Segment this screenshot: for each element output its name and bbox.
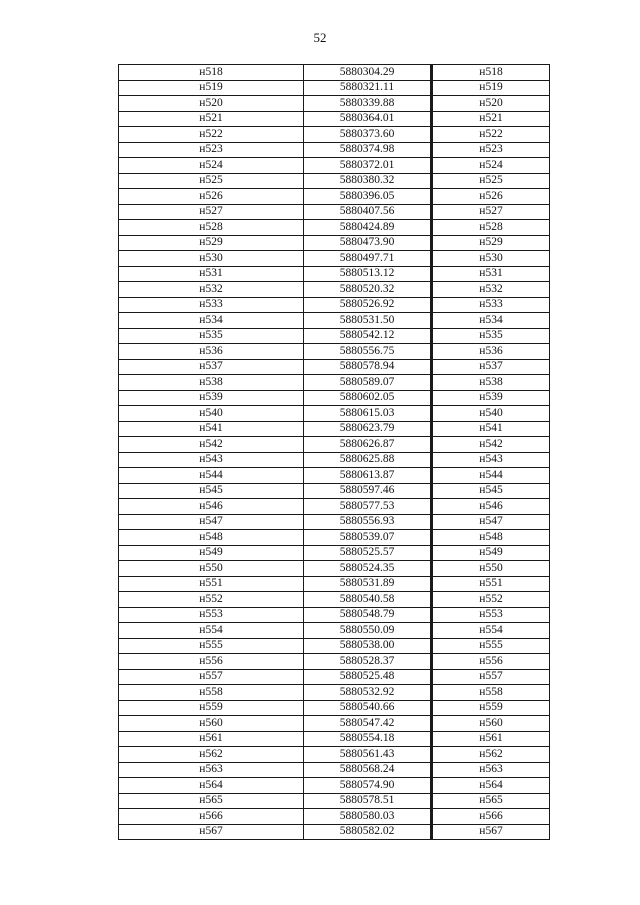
x-coordinate-cell: 5880623.79 (304, 421, 432, 437)
point-id-ref-cell: н531 (432, 266, 550, 282)
x-coordinate-cell: 5880540.66 (304, 700, 432, 716)
x-coordinate-cell: 5880538.00 (304, 638, 432, 654)
point-id-ref-cell: н550 (432, 561, 550, 577)
table-row (119, 344, 550, 360)
x-coordinate-cell: 5880550.09 (304, 623, 432, 639)
table-row (119, 266, 550, 282)
x-coordinate-cell: 5880597.46 (304, 483, 432, 499)
x-coordinate-cell: 5880372.01 (304, 158, 432, 174)
point-id-ref-cell: н549 (432, 545, 550, 561)
point-id-cell: н534 (119, 313, 304, 329)
x-coordinate-cell: 5880321.11 (304, 80, 432, 96)
point-id-ref-cell: н567 (432, 824, 550, 840)
point-id-cell: н542 (119, 437, 304, 453)
point-id-ref-cell: н519 (432, 80, 550, 96)
point-id-ref-cell: н563 (432, 762, 550, 778)
point-id-cell: н519 (119, 80, 304, 96)
point-id-cell: н559 (119, 700, 304, 716)
x-coordinate-cell: 5880525.57 (304, 545, 432, 561)
point-id-cell: н531 (119, 266, 304, 282)
point-id-cell: н560 (119, 716, 304, 732)
x-coordinate-cell: 5880578.94 (304, 359, 432, 375)
point-id-ref-cell: н559 (432, 700, 550, 716)
table-row (119, 390, 550, 406)
point-id-ref-cell: н534 (432, 313, 550, 329)
table-row (119, 158, 550, 174)
point-id-ref-cell: н553 (432, 607, 550, 623)
point-id-cell: н525 (119, 173, 304, 189)
x-coordinate-cell: 5880626.87 (304, 437, 432, 453)
point-id-ref-cell: н527 (432, 204, 550, 220)
point-id-ref-cell: н565 (432, 793, 550, 809)
point-id-cell: н541 (119, 421, 304, 437)
point-id-ref-cell: н532 (432, 282, 550, 298)
point-id-cell: н552 (119, 592, 304, 608)
point-id-cell: н565 (119, 793, 304, 809)
point-id-cell: н553 (119, 607, 304, 623)
point-id-cell: н522 (119, 127, 304, 143)
point-id-cell: н545 (119, 483, 304, 499)
point-id-cell: н520 (119, 96, 304, 112)
table-row (119, 173, 550, 189)
point-id-cell: н546 (119, 499, 304, 515)
table-row (119, 452, 550, 468)
x-coordinate-cell: 5880526.92 (304, 297, 432, 313)
point-id-cell: н539 (119, 390, 304, 406)
x-coordinate-cell: 5880520.32 (304, 282, 432, 298)
point-id-ref-cell: н546 (432, 499, 550, 515)
table-row (119, 824, 550, 840)
x-coordinate-cell: 5880589.07 (304, 375, 432, 391)
point-id-ref-cell: н520 (432, 96, 550, 112)
point-id-cell: н557 (119, 669, 304, 685)
point-id-cell: н563 (119, 762, 304, 778)
table-row (119, 282, 550, 298)
x-coordinate-cell: 5880513.12 (304, 266, 432, 282)
point-id-ref-cell: н564 (432, 778, 550, 794)
point-id-cell: н561 (119, 731, 304, 747)
table-row (119, 483, 550, 499)
table-row (119, 669, 550, 685)
point-id-cell: н540 (119, 406, 304, 422)
point-id-cell: н535 (119, 328, 304, 344)
point-id-ref-cell: н521 (432, 111, 550, 127)
point-id-ref-cell: н523 (432, 142, 550, 158)
point-id-cell: н537 (119, 359, 304, 375)
point-id-ref-cell: н529 (432, 235, 550, 251)
point-id-ref-cell: н536 (432, 344, 550, 360)
point-id-ref-cell: н539 (432, 390, 550, 406)
x-coordinate-cell: 5880574.90 (304, 778, 432, 794)
point-id-cell: н524 (119, 158, 304, 174)
point-id-cell: н544 (119, 468, 304, 484)
x-coordinate-cell: 5880374.98 (304, 142, 432, 158)
x-coordinate-cell: 5880578.51 (304, 793, 432, 809)
point-id-ref-cell: н524 (432, 158, 550, 174)
point-id-ref-cell: н525 (432, 173, 550, 189)
point-id-ref-cell: н566 (432, 809, 550, 825)
x-coordinate-cell: 5880396.05 (304, 189, 432, 205)
point-id-cell: н555 (119, 638, 304, 654)
x-coordinate-cell: 5880542.12 (304, 328, 432, 344)
table-row (119, 111, 550, 127)
x-coordinate-cell: 5880528.37 (304, 654, 432, 670)
x-coordinate-cell: 5880577.53 (304, 499, 432, 515)
table-row (119, 499, 550, 515)
point-id-cell: н550 (119, 561, 304, 577)
point-id-cell: н548 (119, 530, 304, 546)
point-id-cell: н543 (119, 452, 304, 468)
table-row (119, 576, 550, 592)
x-coordinate-cell: 5880561.43 (304, 747, 432, 763)
point-id-ref-cell: н537 (432, 359, 550, 375)
point-id-ref-cell: н555 (432, 638, 550, 654)
table-row (119, 96, 550, 112)
point-id-ref-cell: н535 (432, 328, 550, 344)
point-id-ref-cell: н561 (432, 731, 550, 747)
coordinates-table (118, 64, 550, 840)
x-coordinate-cell: 5880540.58 (304, 592, 432, 608)
x-coordinate-cell: 5880364.01 (304, 111, 432, 127)
table-row (119, 359, 550, 375)
point-id-ref-cell: н557 (432, 669, 550, 685)
table-row (119, 793, 550, 809)
x-coordinate-cell: 5880339.88 (304, 96, 432, 112)
x-coordinate-cell: 5880497.71 (304, 251, 432, 267)
table-row (119, 716, 550, 732)
point-id-cell: н551 (119, 576, 304, 592)
x-coordinate-cell: 5880531.89 (304, 576, 432, 592)
table-row (119, 762, 550, 778)
point-id-ref-cell: н538 (432, 375, 550, 391)
x-coordinate-cell: 5880532.92 (304, 685, 432, 701)
point-id-cell: н567 (119, 824, 304, 840)
table-row (119, 297, 550, 313)
table-row (119, 685, 550, 701)
table-row (119, 778, 550, 794)
point-id-ref-cell: н552 (432, 592, 550, 608)
point-id-cell: н538 (119, 375, 304, 391)
point-id-cell: н527 (119, 204, 304, 220)
table-row (119, 251, 550, 267)
table-row (119, 437, 550, 453)
table-row (119, 406, 550, 422)
point-id-ref-cell: н551 (432, 576, 550, 592)
x-coordinate-cell: 5880304.29 (304, 65, 432, 81)
point-id-cell: н526 (119, 189, 304, 205)
point-id-ref-cell: н540 (432, 406, 550, 422)
x-coordinate-cell: 5880625.88 (304, 452, 432, 468)
point-id-ref-cell: н526 (432, 189, 550, 205)
x-coordinate-cell: 5880539.07 (304, 530, 432, 546)
point-id-ref-cell: н548 (432, 530, 550, 546)
table-body (119, 65, 550, 840)
point-id-cell: н523 (119, 142, 304, 158)
x-coordinate-cell: 5880556.93 (304, 514, 432, 530)
point-id-cell: н530 (119, 251, 304, 267)
x-coordinate-cell: 5880613.87 (304, 468, 432, 484)
point-id-ref-cell: н547 (432, 514, 550, 530)
x-coordinate-cell: 5880556.75 (304, 344, 432, 360)
x-coordinate-cell: 5880554.18 (304, 731, 432, 747)
table-row (119, 638, 550, 654)
point-id-cell: н547 (119, 514, 304, 530)
x-coordinate-cell: 5880524.35 (304, 561, 432, 577)
table-row (119, 607, 550, 623)
coordinates-table-container (118, 64, 550, 840)
table-row (119, 313, 550, 329)
table-row (119, 514, 550, 530)
x-coordinate-cell: 5880568.24 (304, 762, 432, 778)
table-row (119, 747, 550, 763)
table-row (119, 545, 550, 561)
x-coordinate-cell: 5880424.89 (304, 220, 432, 236)
point-id-ref-cell: н545 (432, 483, 550, 499)
x-coordinate-cell: 5880580.03 (304, 809, 432, 825)
table-row (119, 809, 550, 825)
point-id-ref-cell: н558 (432, 685, 550, 701)
table-row (119, 654, 550, 670)
table-row (119, 700, 550, 716)
table-row (119, 592, 550, 608)
point-id-cell: н529 (119, 235, 304, 251)
table-row (119, 421, 550, 437)
point-id-ref-cell: н541 (432, 421, 550, 437)
point-id-cell: н566 (119, 809, 304, 825)
table-row (119, 80, 550, 96)
table-row (119, 561, 550, 577)
table-row (119, 235, 550, 251)
point-id-ref-cell: н543 (432, 452, 550, 468)
table-row (119, 328, 550, 344)
point-id-ref-cell: н518 (432, 65, 550, 81)
table-row (119, 65, 550, 81)
table-row (119, 530, 550, 546)
point-id-ref-cell: н533 (432, 297, 550, 313)
point-id-cell: н536 (119, 344, 304, 360)
point-id-cell: н562 (119, 747, 304, 763)
point-id-ref-cell: н554 (432, 623, 550, 639)
table-row (119, 127, 550, 143)
x-coordinate-cell: 5880531.50 (304, 313, 432, 329)
point-id-ref-cell: н530 (432, 251, 550, 267)
x-coordinate-cell: 5880615.03 (304, 406, 432, 422)
point-id-ref-cell: н528 (432, 220, 550, 236)
x-coordinate-cell: 5880548.79 (304, 607, 432, 623)
point-id-cell: н518 (119, 65, 304, 81)
x-coordinate-cell: 5880602.05 (304, 390, 432, 406)
table-row (119, 204, 550, 220)
point-id-ref-cell: н522 (432, 127, 550, 143)
point-id-ref-cell: н562 (432, 747, 550, 763)
x-coordinate-cell: 5880380.32 (304, 173, 432, 189)
x-coordinate-cell: 5880547.42 (304, 716, 432, 732)
x-coordinate-cell: 5880407.56 (304, 204, 432, 220)
point-id-cell: н556 (119, 654, 304, 670)
x-coordinate-cell: 5880582.02 (304, 824, 432, 840)
point-id-ref-cell: н542 (432, 437, 550, 453)
point-id-cell: н528 (119, 220, 304, 236)
table-row (119, 375, 550, 391)
point-id-cell: н554 (119, 623, 304, 639)
x-coordinate-cell: 5880473.90 (304, 235, 432, 251)
table-row (119, 623, 550, 639)
point-id-cell: н521 (119, 111, 304, 127)
table-row (119, 731, 550, 747)
point-id-ref-cell: н544 (432, 468, 550, 484)
point-id-cell: н558 (119, 685, 304, 701)
table-row (119, 189, 550, 205)
page-number: 52 (313, 30, 327, 45)
point-id-cell: н564 (119, 778, 304, 794)
point-id-cell: н532 (119, 282, 304, 298)
point-id-ref-cell: н560 (432, 716, 550, 732)
point-id-ref-cell: н556 (432, 654, 550, 670)
table-row (119, 468, 550, 484)
table-row (119, 142, 550, 158)
point-id-cell: н549 (119, 545, 304, 561)
x-coordinate-cell: 5880525.48 (304, 669, 432, 685)
table-row (119, 220, 550, 236)
x-coordinate-cell: 5880373.60 (304, 127, 432, 143)
point-id-cell: н533 (119, 297, 304, 313)
